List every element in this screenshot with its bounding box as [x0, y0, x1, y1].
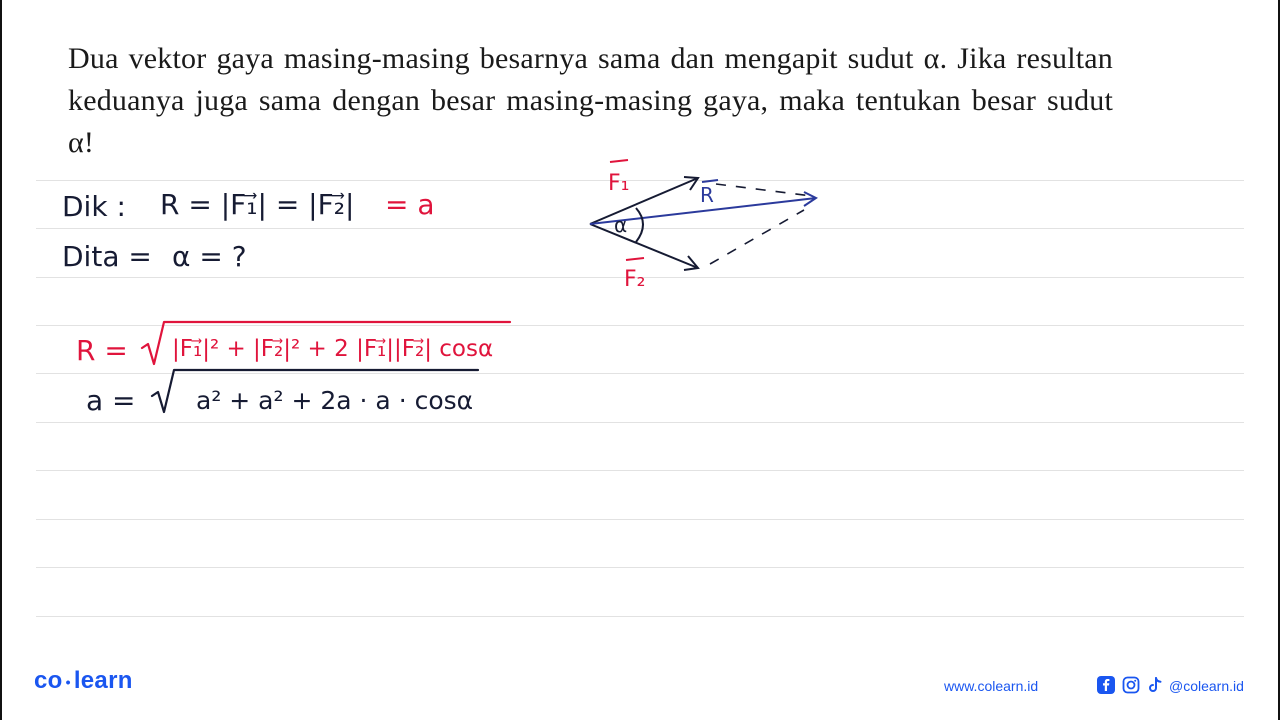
label-r-arrow-overbar: [702, 180, 718, 182]
formula-lhs: R =: [76, 334, 128, 367]
problem-statement: Dua vektor gaya masing-masing besarnya sama dan mengapit sudut α. Jika resultan keduanya juga sama dengan besar masing-masing gaya, maka tentukan besar sudut α!: [68, 42, 1113, 159]
dik-equation: R = |F₁⃗| = |F₂⃗|: [160, 188, 355, 221]
formula-rhs: |F₁⃗|² + |F₂⃗|² + 2 |F₁⃗||F₂⃗| cosα: [172, 336, 494, 362]
footer-website[interactable]: www.colearn.id: [944, 678, 1039, 694]
dita-equation: α = ?: [172, 240, 247, 273]
substitution-rhs: a² + a² + 2a · a · cosα: [196, 386, 474, 415]
parallelogram-dash-bottom: [710, 210, 804, 264]
ruled-line: [36, 616, 1244, 617]
instagram-icon[interactable]: [1122, 676, 1140, 694]
angle-arc: [636, 208, 643, 242]
ruled-line: [36, 519, 1244, 520]
ruled-line: [36, 470, 1244, 471]
label-f2-arrow-overbar: [626, 258, 644, 260]
dita-label: Dita =: [62, 240, 152, 273]
label-r: R: [700, 183, 714, 207]
ruled-line: [36, 567, 1244, 568]
vector-f2-arrow: [590, 224, 698, 268]
parallelogram-dash-top: [716, 184, 812, 196]
tiktok-icon[interactable]: [1146, 676, 1164, 694]
dik-value: = a: [385, 188, 435, 221]
colearn-logo: co • learn: [34, 667, 133, 694]
ruled-line: [36, 422, 1244, 423]
facebook-icon[interactable]: [1097, 676, 1115, 694]
label-f1-arrow-overbar: [610, 160, 628, 162]
label-f1: F₁: [608, 171, 630, 196]
label-alpha: α: [614, 213, 628, 237]
substitution-lhs: a =: [86, 384, 136, 417]
label-f2: F₂: [624, 267, 646, 292]
dik-label: Dik :: [62, 190, 126, 223]
footer-social-handle[interactable]: @colearn.id: [1169, 678, 1244, 694]
vector-diagram: [570, 150, 840, 300]
